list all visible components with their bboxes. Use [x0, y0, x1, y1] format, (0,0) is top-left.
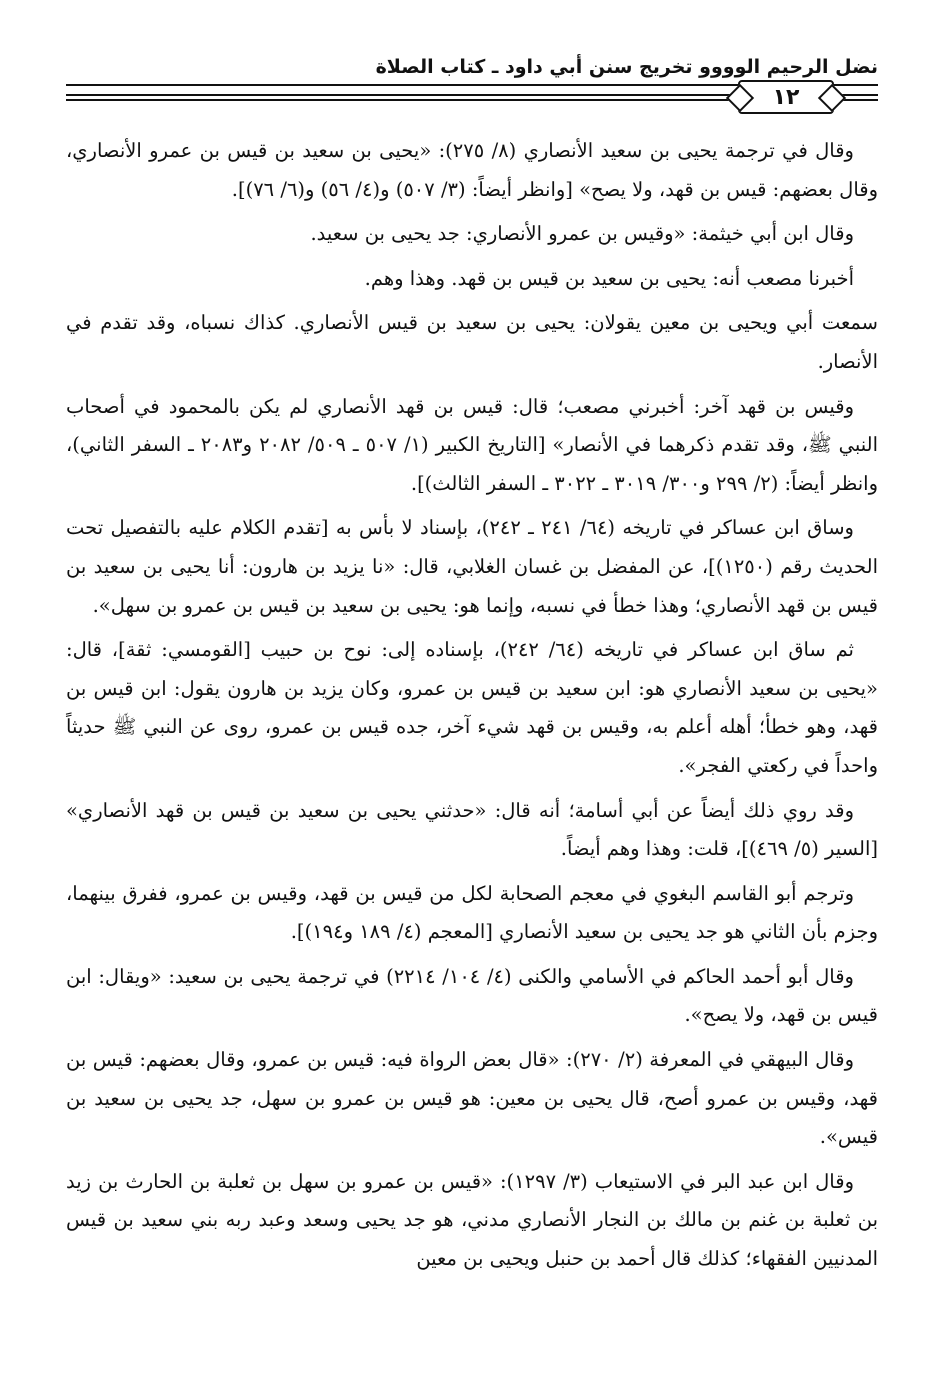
paragraph: وقد روي ذلك أيضاً عن أبي أسامة؛ أنه قال: «حدثني يحيى بن سعيد بن قيس بن قهد الأنصاري» [السير (٥/ ٤٦٩)]، قلت: وهذا وهم أيضاً.	[66, 798, 878, 861]
paragraph: سمعت أبي ويحيى بن معين يقولان: يحيى بن سعيد بن قيس الأنصاري. كذاك نسباه، وقد تقدم في الأنصار.	[66, 311, 878, 373]
running-title: نضل الرحيم الوووو تخريج سنن أبي داود ـ كتاب الصلاة	[375, 56, 878, 78]
paragraph: وقال البيهقي في المعرفة (٢/ ٢٧٠): «قال بعض الرواة فيه: قيس بن عمرو، وقال بعضهم: قيس بن قهد، وقيس بن عمرو أصح، قال يحيى بن معين: هو قيس بن عمرو بن سهل، جد يحيى بن سعيد بن قيس».	[66, 1048, 878, 1149]
ornament-line-left	[66, 94, 736, 101]
paragraph: وساق ابن عساكر في تاريخه (٦٤/ ٢٤١ ـ ٢٤٢)، بإسناد لا بأس به [تقدم الكلام عليه بالتفصيل تحت الحديث رقم (١٢٥٠)]، عن المفضل بن غسان الغلابي، قال: «نا يزيد بن هارون: أنا يحيى بن سعيد بن قيس بن قهد الأنصاري؛ وهذا خطأ في نسبه، وإنما هو: يحيى بن سعيد بن قيس بن عمرو بن سهل».	[66, 516, 878, 617]
paragraph: وقيس بن قهد آخر: أخبرني مصعب؛ قال: قيس بن قهد الأنصاري لم يكن بالمحمود في أصحاب النبي ﷺ، وقد تقدم ذكرهما في الأنصار» [التاريخ الكبير (١/ ٥٠٧ ـ ٥٠٩/ ٢٠٨٢ و٢٠٨٣ ـ السفر الثاني)، وانظر أيضاً: (٢/ ٢٩٩ و٣٠٠/ ٣٠١٩ ـ ٣٠٢٢ ـ السفر الثالث)].	[66, 394, 878, 495]
paragraph: وقال ابن عبد البر في الاستيعاب (٣/ ١٢٩٧): «قيس بن عمرو بن سهل بن ثعلبة بن الحارث بن زيد بن ثعلبة بن غنم بن مالك بن النجار الأنصاري مدني، هو جد يحيى وسعد وعبد ربه بني سعيد بن قيس المدنيين الفقهاء؛ كذلك قال أحمد بن حنبل ويحيى بن معين	[66, 1169, 878, 1271]
book-page	[66, 46, 878, 1346]
page-header	[66, 46, 878, 118]
page-number: ١٢	[738, 80, 834, 114]
page-number-ornament	[66, 76, 878, 116]
paragraph: وقال في ترجمة يحيى بن سعيد الأنصاري (٨/ ٢٧٥): «يحيى بن سعيد بن قيس بن عمرو الأنصاري، وقال بعضهم: قيس بن قهد، ولا يصح» [وانظر أيضاً: (٣/ ٥٠٧) و(٤/ ٥٦) و(٦/ ٧٦)].	[66, 139, 878, 201]
paragraph: وترجم أبو القاسم البغوي في معجم الصحابة لكل من قيس بن قهد، وقيس بن عمرو، ففرق بينهما، وجزم بأن الثاني هو جد يحيى بن سعيد الأنصاري [المعجم (٤/ ١٨٩ و١٩٤)].	[66, 881, 878, 944]
body-text	[66, 132, 878, 1279]
paragraph: ثم ساق ابن عساكر في تاريخه (٦٤/ ٢٤٢)، بإسناده إلى: نوح بن حبيب [القومسي: ثقة]، قال: «يحيى بن سعيد الأنصاري هو: ابن سعيد بن قيس بن عمرو، وكان يزيد بن هارون يقول: ابن قيس بن قهد، وهو خطأ؛ أهله أعلم به، وقيس بن قهد شيء آخر، جده قيس بن عمرو، روى عن النبي ﷺ حديثاً واحداً في ركعتي الفجر».	[66, 638, 878, 777]
paragraph: وقال أبو أحمد الحاكم في الأسامي والكنى (٤/ ١٠٤/ ٢٢١٤) في ترجمة يحيى بن سعيد: «ويقال: ابن قيس بن قهد، ولا يصح».	[66, 964, 878, 1027]
paragraph: أخبرنا مصعب أنه: يحيى بن سعيد بن قيس بن قهد. وهذا وهم.	[364, 266, 854, 290]
paragraph: وقال ابن أبي خيثمة: «وقيس بن عمرو الأنصاري: جد يحيى بن سعيد.	[310, 222, 854, 246]
